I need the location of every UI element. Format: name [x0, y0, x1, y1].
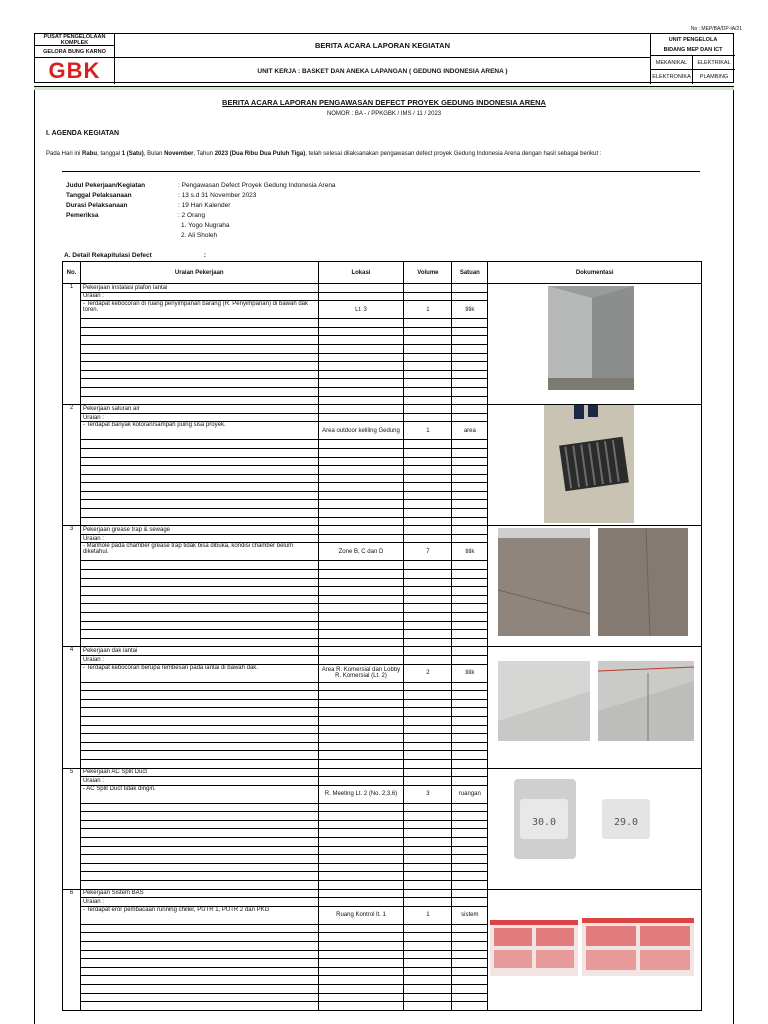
main-title: BERITA ACARA LAPORAN KEGIATAN	[115, 34, 651, 58]
item-unit: titik	[452, 543, 488, 561]
detail-label: A. Detail Rekapitulasi Defect :	[64, 252, 206, 259]
item-number: 5	[63, 768, 81, 889]
photo-ceiling-leak	[498, 661, 694, 741]
item-title: Pekerjaan dak lantai	[80, 647, 318, 656]
unit-pengelola: UNIT PENGELOLA	[668, 36, 718, 43]
item-unit: titik	[452, 664, 488, 682]
item-location: R. Meeting Lt. 2 (No. 2,3,6)	[318, 785, 404, 803]
item-documentation	[488, 526, 702, 647]
item-volume: 1	[404, 422, 452, 440]
documentation-photo	[498, 528, 694, 638]
documentation-photo	[544, 405, 634, 525]
item-number: 3	[63, 526, 81, 647]
table-row	[63, 284, 702, 293]
table-row	[63, 768, 702, 777]
item-documentation	[488, 647, 702, 768]
item-unit: ruangan	[452, 785, 488, 803]
uraian-label: Uraian :	[80, 534, 318, 543]
item-documentation	[488, 768, 702, 889]
item-description: - Terdapat banyak kotoran/sampah puing sisa proyek.	[80, 422, 318, 440]
uraian-label: Uraian :	[80, 898, 318, 907]
item-volume: 1	[404, 906, 452, 924]
item-description: - Terdapat eror pembacaan running chiller, PUTR 1, PUTR 2 dan PKG	[80, 906, 318, 924]
intro-year: 2023 (Dua Ribu Dua Puluh Tiga)	[214, 151, 306, 157]
item-location: Ruang Kontrol lt. 1	[318, 906, 404, 924]
intro-paragraph: Pada Hari ini Rabu, tanggal 1 (Satu), Bulan November, Tahun 2023 (Dua Ribu Dua Puluh Tiga), telah selesai dilaksanakan pengawasan defect proyek Gedung Indonesia Arena dengan hasil sebagai berikut :	[46, 151, 602, 157]
item-description: - Manhole pada chamber grease trap tidak bisa dibuka, kondisi chamber belum diketahui.	[80, 543, 318, 561]
table-row	[63, 647, 702, 656]
item-volume: 1	[404, 301, 452, 319]
item-title: Pekerjaan instalasi plafon lantai	[80, 284, 318, 293]
documentation-photo	[514, 779, 672, 861]
uraian-label: Uraian :	[80, 413, 318, 422]
intro-day: Rabu	[82, 151, 98, 157]
item-number: 6	[63, 889, 81, 1010]
unit-kerja: UNIT KERJA : BASKET DAN ANEKA LAPANGAN ( GEDUNG INDONESIA ARENA )	[115, 58, 651, 84]
item-location: Area R. Komersial dan Lobby R. Komersial (Lt. 2)	[318, 664, 404, 682]
defect-table-body	[63, 284, 702, 1011]
item-unit: sistem	[452, 906, 488, 924]
item-title: Pekerjaan Sistem BAS	[80, 889, 318, 898]
table-row	[63, 526, 702, 535]
intro-divider	[62, 171, 700, 172]
documentation-photo	[490, 912, 700, 978]
uraian-label: Uraian :	[80, 777, 318, 786]
documentation-photo	[548, 286, 634, 392]
mekanikal-cell: MEKANIKAL	[651, 56, 693, 70]
document-number: No : MEP/BA/DP-IA/21	[690, 26, 742, 32]
photo-wall-corner	[548, 286, 634, 390]
col-satuan: Satuan	[452, 262, 488, 284]
col-no: No.	[63, 262, 81, 284]
col-volume: Volume	[404, 262, 452, 284]
plambing-cell: PLAMBING	[699, 74, 729, 80]
documentation-photo	[498, 661, 694, 743]
uraian-label: Uraian :	[80, 655, 318, 664]
item-location: Zone B, C dan D	[318, 543, 404, 561]
item-volume: 2	[404, 664, 452, 682]
photo-bas-screens	[490, 912, 700, 976]
item-documentation	[488, 889, 702, 1010]
org-line2: GELORA BUNG KARNO	[35, 46, 115, 58]
item-number: 4	[63, 647, 81, 768]
item-location: Area outdoor keliling Gedung	[318, 422, 404, 440]
table-row	[63, 405, 702, 414]
item-volume: 7	[404, 543, 452, 561]
item-unit: area	[452, 422, 488, 440]
org-line1: PUSAT PENGELOLAAN KOMPLEK	[35, 34, 115, 46]
uraian-label: Uraian :	[80, 292, 318, 301]
item-number: 1	[63, 284, 81, 405]
item-documentation	[488, 405, 702, 526]
document-header	[34, 33, 734, 83]
photo-manhole-floor	[498, 528, 694, 636]
col-uraian: Uraian Pekerjaan	[80, 262, 318, 284]
defect-table	[62, 261, 702, 1011]
table-row	[63, 889, 702, 898]
section-agenda: I. AGENDA KEGIATAN	[46, 130, 120, 137]
col-dokumentasi: Dokumentasi	[488, 262, 702, 284]
gbk-logo	[35, 58, 115, 84]
item-number: 2	[63, 405, 81, 526]
col-lokasi: Lokasi	[318, 262, 404, 284]
item-location: Lt. 3	[318, 301, 404, 319]
item-title: Pekerjaan AC Split Duct	[80, 768, 318, 777]
item-description: - AC Split Duct tidak dingin.	[80, 785, 318, 803]
gbk-logo-text: GBK	[48, 58, 101, 83]
photo-drain-grate	[544, 405, 634, 523]
ac-display-2: 29.0	[614, 816, 639, 828]
ac-display-1: 30.0	[532, 816, 557, 828]
item-description: - Terdapat kebocoran berupa rembesan pada lantai di bawah dak.	[80, 664, 318, 682]
item-title: Pekerjaan saluran air	[80, 405, 318, 414]
elektrikal-cell: ELEKTRIKAL	[693, 56, 735, 70]
item-unit: titik	[452, 301, 488, 319]
bidang: BIDANG MEP DAN ICT	[651, 45, 735, 56]
intro-month: November	[164, 151, 194, 157]
intro-date: 1 (Satu)	[121, 151, 144, 157]
photo-ac-thermostats	[514, 779, 672, 859]
report-number: NOMOR : BA - / PPKGBK / IMS / 11 / 2023	[326, 111, 442, 117]
item-description: - Terdapat kebocoran di ruang penyimpanan barang (R. Penyimpanan) di bawah dak toren.	[80, 301, 318, 319]
elektronika-cell: ELEKTRONIKA	[651, 70, 693, 84]
item-title: Pekerjaan grease trap & sewage	[80, 526, 318, 535]
item-documentation	[488, 284, 702, 405]
report-title: BERITA ACARA LAPORAN PENGAWASAN DEFECT PROYEK GEDUNG INDONESIA ARENA	[222, 98, 546, 107]
item-volume: 3	[404, 785, 452, 803]
